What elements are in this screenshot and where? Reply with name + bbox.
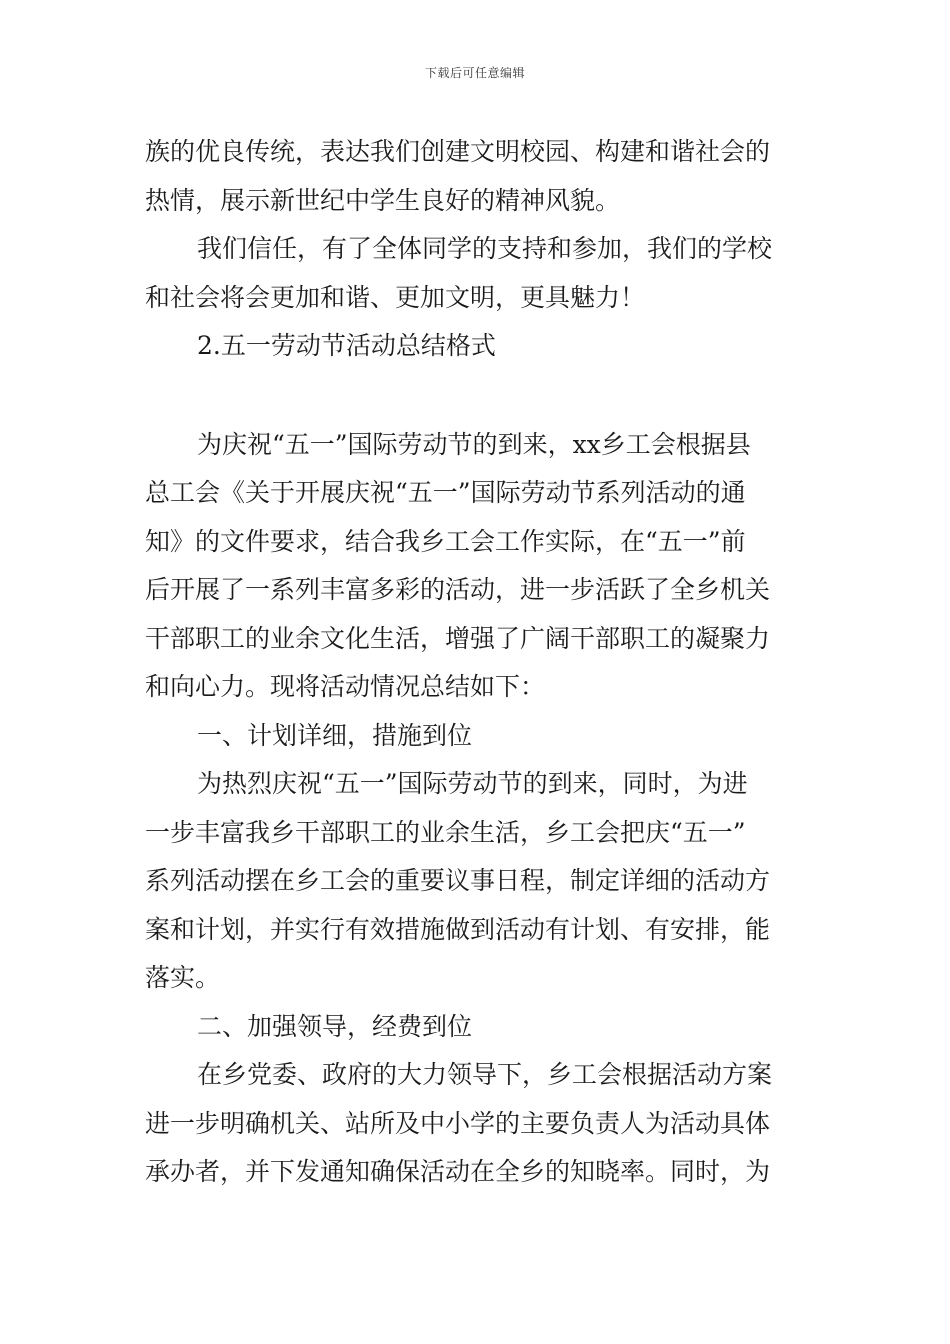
blank-spacer bbox=[145, 371, 807, 421]
section-heading: 2.五一劳动节活动总结格式 bbox=[197, 331, 496, 360]
paragraph-line: 干部职工的业余文化生活，增强了广阔干部职工的凝聚力 bbox=[145, 623, 771, 653]
document-body bbox=[145, 128, 807, 1197]
paragraph-line: 一步丰富我乡干部职工的业余生活，乡工会把庆“五一” bbox=[145, 817, 746, 847]
paragraph-line: 和社会将会更加和谐、更加文明，更具魅力！ bbox=[145, 282, 646, 312]
paragraph-line: 进一步明确机关、站所及中小学的主要负责人为活动具体 bbox=[145, 1108, 771, 1138]
paragraph-line: 我们信任，有了全体同学的支持和参加，我们的学校 bbox=[197, 234, 773, 263]
paragraph-line: 系列活动摆在乡工会的重要议事日程，制定详细的活动方 bbox=[145, 866, 771, 895]
paragraph-line: 热情，展示新世纪中学生良好的精神风貌。 bbox=[145, 185, 621, 215]
paragraph-line: 知》的文件要求，结合我乡工会工作实际，在“五一”前 bbox=[145, 526, 746, 556]
subsection-heading: 一、计划详细，措施到位 bbox=[197, 720, 473, 750]
paragraph-line: 总工会《关于开展庆祝“五一”国际劳动节系列活动的通 bbox=[145, 478, 746, 507]
paragraph-line: 为庆祝“五一”国际劳动节的到来，xx乡工会根据县 bbox=[197, 429, 751, 459]
page-header-note: 下载后可任意编辑 bbox=[424, 66, 525, 80]
paragraph-line: 承办者，并下发通知确保活动在全乡的知晓率。同时，为 bbox=[145, 1157, 771, 1186]
paragraph-line: 为热烈庆祝“五一”国际劳动节的到来，同时，为进 bbox=[197, 769, 748, 798]
paragraph-line: 族的优良传统，表达我们创建文明校园、构建和谐社会的 bbox=[145, 137, 771, 166]
paragraph-line: 在乡党委、政府的大力领导下，乡工会根据活动方案 bbox=[197, 1060, 773, 1089]
paragraph-line: 和向心力。现将活动情况总结如下： bbox=[145, 672, 546, 701]
paragraph-line: 案和计划，并实行有效措施做到活动有计划、有安排，能 bbox=[145, 914, 771, 944]
subsection-heading: 二、加强领导，经费到位 bbox=[197, 1011, 473, 1041]
paragraph-line: 后开展了一系列丰富多彩的活动，进一步活跃了全乡机关 bbox=[145, 575, 771, 604]
paragraph-line: 落实。 bbox=[145, 963, 221, 992]
